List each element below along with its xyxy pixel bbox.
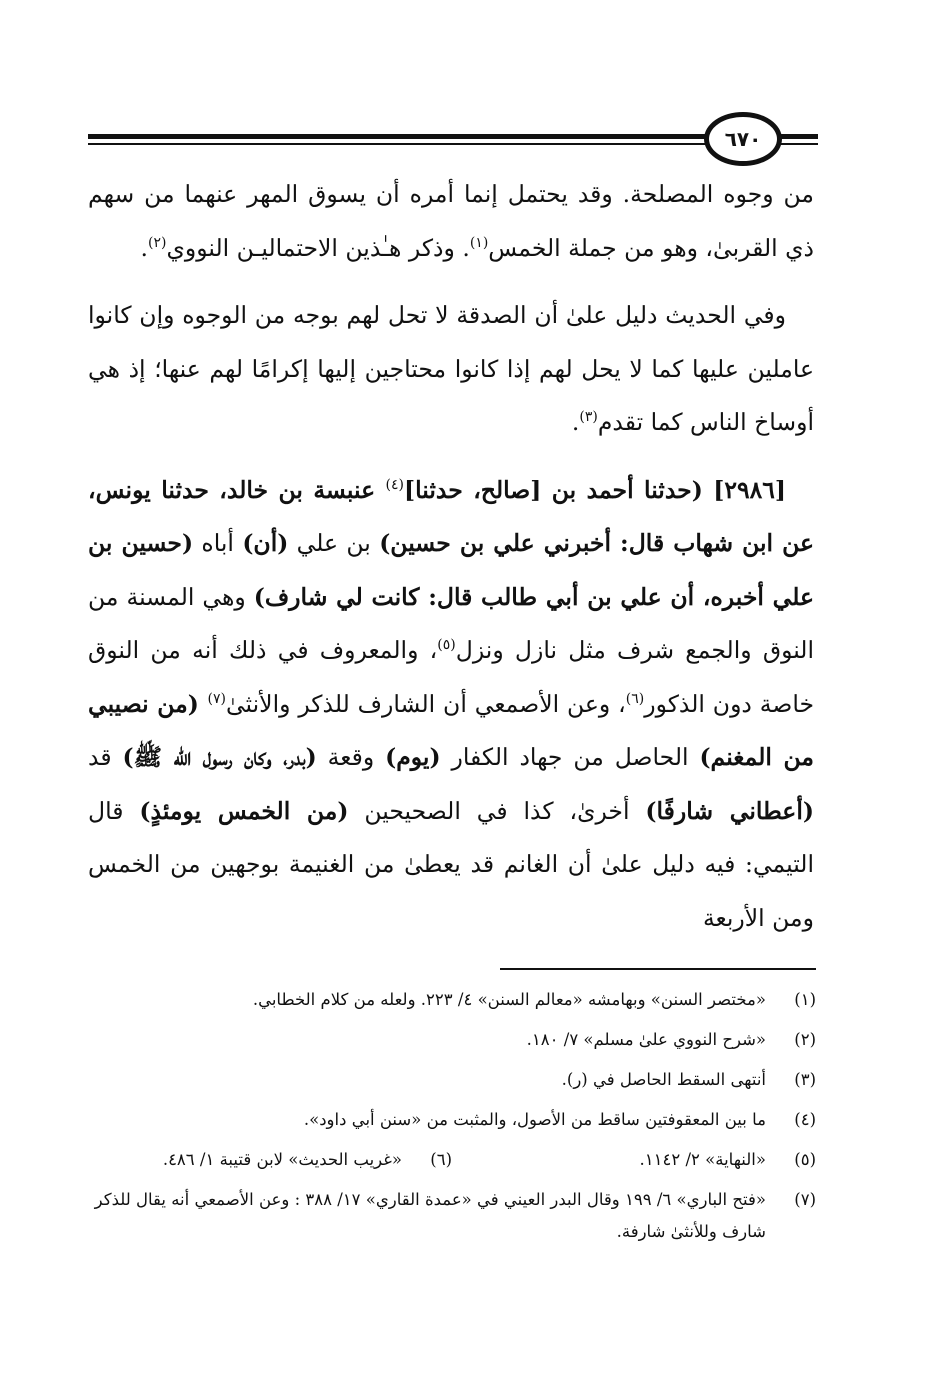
footnote-2 xyxy=(88,1020,816,1060)
footnote-text: ما بين المعقوفتين ساقط من الأصول، والمثبت من «سنن أبي داود». xyxy=(303,1110,766,1129)
footnote-mark: (٦) xyxy=(430,1150,452,1169)
footnote-mark: (٧) xyxy=(794,1190,816,1209)
paragraph-3-hadith: [٢٩٨٦] (حدثنا أحمد بن [صالح، حدثنا]$^{(٤)}$ عنبسة بن خالد، حدثنا يونس، عن ابن شهاب قال: أخبرني علي بن حسين) بن علي (أن) أباه (حسين بن علي أخبره، أن علي بن أبي طالب قال: كانت لي شارف) وهي المسنة من النوق والجمع شرف مثل نازل ونزل$^{(٥)}$، والمعروف في ذلك أنه من النوق خاصة دون الذكور$^{(٦)}$، وعن الأصمعي أن الشارف للذكر والأنثىٰ$^{(٧)}$ (من نصيبي من المغنم) الحاصل من جهاد الكفار (يوم) وقعة (بدر، وكان رسول الله ﷺ) قد (أعطاني شارفًا) أخرىٰ، كذا في الصحيحين (من الخمس يومئذٍ) قال التيمي: فيه دليل علىٰ أن الغانم قد يعطىٰ من الغنيمة بوجهين من الخمس ومن الأربعة xyxy=(88,475,815,932)
footnote-ref-5[interactable]: (٥) xyxy=(437,637,456,654)
footnote-mark: (١) xyxy=(794,990,816,1009)
footnote-mark: (٣) xyxy=(794,1070,816,1089)
page-number: ٦٧٠ xyxy=(724,127,762,151)
footnote-4 xyxy=(88,1100,816,1140)
footnote-separator xyxy=(500,968,816,970)
footnote-mark: (٢) xyxy=(794,1030,816,1049)
page-number-badge xyxy=(704,112,782,166)
footnote-ref-2[interactable]: (٢) xyxy=(148,234,167,251)
footnote-5 xyxy=(452,1140,816,1180)
footnote-ref-4[interactable]: (٤) xyxy=(385,476,404,493)
paragraph-2: وفي الحديث دليل علىٰ أن الصدقة لا تحل لهم بوجه من الوجوه وإن كانوا عاملين عليها كما لا يحل لهم إذا كانوا محتاجين إليها إكرامًا لهم عنها؛ إذ هي أوساخ الناس كما تقدم$^{(٣)}$. xyxy=(88,301,814,436)
footnote-text: أنتهى السقط الحاصل في (ر). xyxy=(561,1070,766,1089)
footnote-ref-7[interactable]: (٧) xyxy=(207,690,226,707)
footnote-text: «فتح الباري» ٦/ ١٩٩ وقال البدر العيني في «عمدة القاري» ١٧/ ٣٨٨ : وعن الأصمعي أنه يقال للذكر شارف وللأنثىٰ شارفة. xyxy=(94,1190,766,1241)
footnote-ref-1[interactable]: (١) xyxy=(469,234,489,251)
main-text xyxy=(88,168,814,959)
footnote-mark: (٥) xyxy=(794,1150,816,1169)
footnote-6 xyxy=(88,1140,452,1180)
footnote-mark: (٤) xyxy=(794,1110,816,1129)
page-header xyxy=(88,112,818,172)
footnote-text: «شرح النووي علىٰ مسلم» ٧/ ١٨٠. xyxy=(526,1030,766,1049)
footnote-ref-3[interactable]: (٣) xyxy=(579,409,598,426)
footnote-text: «النهاية» ٢/ ١١٤٢. xyxy=(639,1150,766,1169)
footnote-text: «غريب الحديث» لابن قتيبة ١/ ٤٨٦. xyxy=(162,1150,402,1169)
footnotes xyxy=(88,980,816,1248)
footnote-ref-6[interactable]: (٦) xyxy=(625,690,645,707)
footnote-3 xyxy=(88,1060,816,1100)
footnote-text: «مختصر السنن» وبهامشه «معالم السنن» ٤/ ٢٢٣. ولعله من كلام الخطابي. xyxy=(252,990,766,1009)
hadith-chain: [٢٩٨٦] (حدثنا أحمد بن [صالح، حدثنا] xyxy=(404,475,786,504)
footnote-row-5-6 xyxy=(88,1140,816,1180)
footnote-7 xyxy=(88,1180,816,1248)
footnote-1 xyxy=(88,980,816,1020)
paragraph-1: من وجوه المصلحة. وقد يحتمل إنما أمره أن يسوق المهر عنهما من سهم ذي القربىٰ، وهو من جملة الخمس$^{(١)}$. وذكر هـٰذين الاحتماليـن النووي$^{(٢)}$. xyxy=(88,180,814,262)
